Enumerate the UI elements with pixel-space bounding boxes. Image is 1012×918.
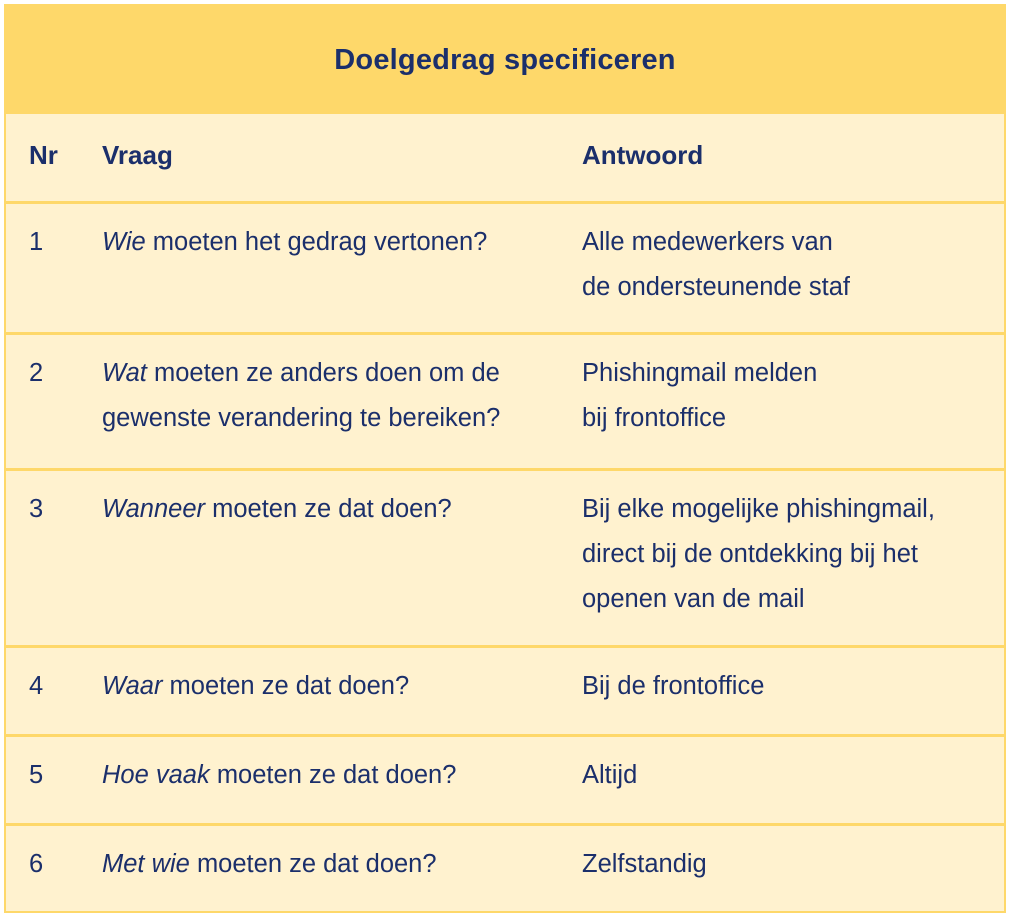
row-antwoord — [582, 842, 1002, 887]
antwoord-line: Bij de frontoffice — [582, 672, 765, 700]
table-row — [6, 823, 1004, 916]
header-row — [6, 114, 1004, 201]
row-vraag — [102, 664, 562, 709]
table-row — [6, 201, 1004, 332]
table-row — [6, 734, 1004, 823]
row-antwoord — [582, 487, 1002, 622]
antwoord-line: Phishingmail melden — [582, 359, 818, 387]
row-nr: 5 — [29, 761, 44, 789]
row-vraag — [102, 220, 562, 265]
vraag-text: moeten ze dat doen? — [162, 672, 410, 700]
vraag-emphasis: Waar — [102, 672, 163, 700]
vraag-text: moeten ze dat doen? — [209, 761, 457, 789]
table-row — [6, 332, 1004, 468]
vraag-emphasis: Met wie — [102, 850, 190, 878]
table-row — [6, 468, 1004, 645]
row-antwoord — [582, 351, 1002, 441]
row-nr: 4 — [29, 672, 44, 700]
header-nr: Nr — [29, 140, 58, 170]
vraag-emphasis: Hoe vaak — [102, 761, 210, 789]
antwoord-line: openen van de mail — [582, 585, 805, 613]
row-antwoord — [582, 753, 1002, 798]
table-row — [6, 645, 1004, 734]
row-nr: 2 — [29, 359, 44, 387]
antwoord-line: Bij elke mogelijke phishingmail, — [582, 495, 935, 523]
antwoord-line: bij frontoffice — [582, 404, 727, 432]
vraag-text: moeten ze anders doen om de gewenste verandering te bereiken? — [102, 359, 501, 432]
antwoord-line: Alle medewerkers van — [582, 228, 833, 256]
header-vraag: Vraag — [102, 140, 173, 170]
vraag-emphasis: Wat — [102, 359, 147, 387]
row-vraag — [102, 351, 562, 441]
title-bar — [6, 6, 1004, 114]
row-vraag — [102, 842, 562, 887]
row-nr: 1 — [29, 228, 44, 256]
antwoord-line: direct bij de ontdekking bij het — [582, 540, 918, 568]
vraag-text: moeten ze dat doen? — [205, 495, 452, 523]
antwoord-line: de ondersteunende staf — [582, 273, 850, 301]
row-antwoord — [582, 220, 1002, 310]
row-vraag — [102, 487, 562, 532]
antwoord-line: Zelfstandig — [582, 850, 707, 878]
row-nr: 6 — [29, 850, 44, 878]
row-antwoord — [582, 664, 1002, 709]
vraag-emphasis: Wie — [102, 228, 146, 256]
row-vraag — [102, 753, 562, 798]
vraag-text: moeten ze dat doen? — [189, 850, 437, 878]
row-nr: 3 — [29, 495, 44, 523]
header-antwoord: Antwoord — [582, 140, 704, 170]
vraag-text: moeten het gedrag vertonen? — [145, 228, 488, 256]
table-title: Doelgedrag specificeren — [334, 43, 676, 76]
antwoord-line: Altijd — [582, 761, 638, 789]
doelgedrag-table — [4, 4, 1006, 913]
vraag-emphasis: Wanneer — [102, 495, 206, 523]
